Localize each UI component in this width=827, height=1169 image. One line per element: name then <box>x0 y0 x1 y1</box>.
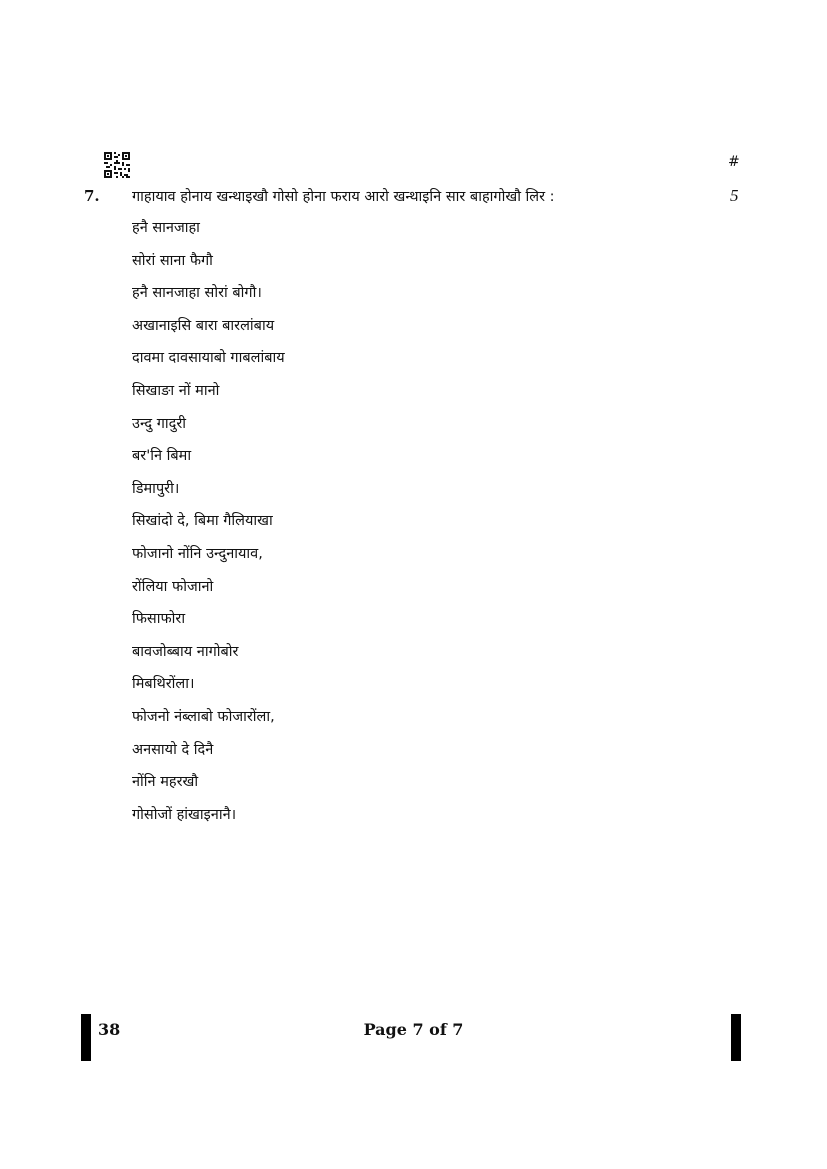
poem <box>132 218 285 837</box>
poem-line: दावमा दावसायाबो गाबलांबाय <box>132 350 285 367</box>
page-hash-mark: # <box>728 154 740 170</box>
poem-line: डिमापुरी। <box>132 480 180 497</box>
poem-line: मिबथिरोंला। <box>132 676 195 693</box>
poem-line: गोसोजों हांखाइनानै। <box>132 806 237 823</box>
poem-line: फिसाफोरा <box>132 611 186 628</box>
poem-line: फोजानो नोंनि उन्दुनायाव, <box>132 545 263 562</box>
poem-line: नोंनि महरखौ <box>132 774 199 791</box>
poem-line: बर'नि बिमा <box>132 448 192 465</box>
poem-line: सिखाङा नों मानो <box>132 382 220 399</box>
poem-line: हनै सानजाहा सोरां बोगौ। <box>132 285 262 302</box>
poem-line: सोरां साना फैगौ <box>132 252 213 269</box>
poem-line: अनसायो दे दिनै <box>132 741 214 758</box>
question-marks: 5 <box>730 186 739 205</box>
poem-line: रोंलिया फोजानो <box>132 578 214 595</box>
poem-line: अखानाइसि बारा बारलांबाय <box>132 317 275 334</box>
question-number: 7. <box>84 187 100 205</box>
qr-code-icon <box>104 152 130 178</box>
poem-line: उन्दु गादुरी <box>132 415 187 432</box>
footer-right-bar <box>731 1014 741 1061</box>
poem-line: फोजनो नंब्लाबो फोजारोंला, <box>132 708 275 725</box>
poem-line: सिखांदो दे, बिमा गैलियाखा <box>132 513 273 530</box>
poem-line: हनै सानजाहा <box>132 220 200 236</box>
page-number: Page 7 of 7 <box>363 1020 464 1039</box>
paper-code: 38 <box>98 1020 121 1039</box>
poem-line: बावजोब्बाय नागोबोर <box>132 643 239 660</box>
question-text: गाहायाव होनाय खन्थाइखौ गोसो होना फराय आरो खन्थाइनि सार बाहागोखौ लिर : <box>132 189 555 205</box>
